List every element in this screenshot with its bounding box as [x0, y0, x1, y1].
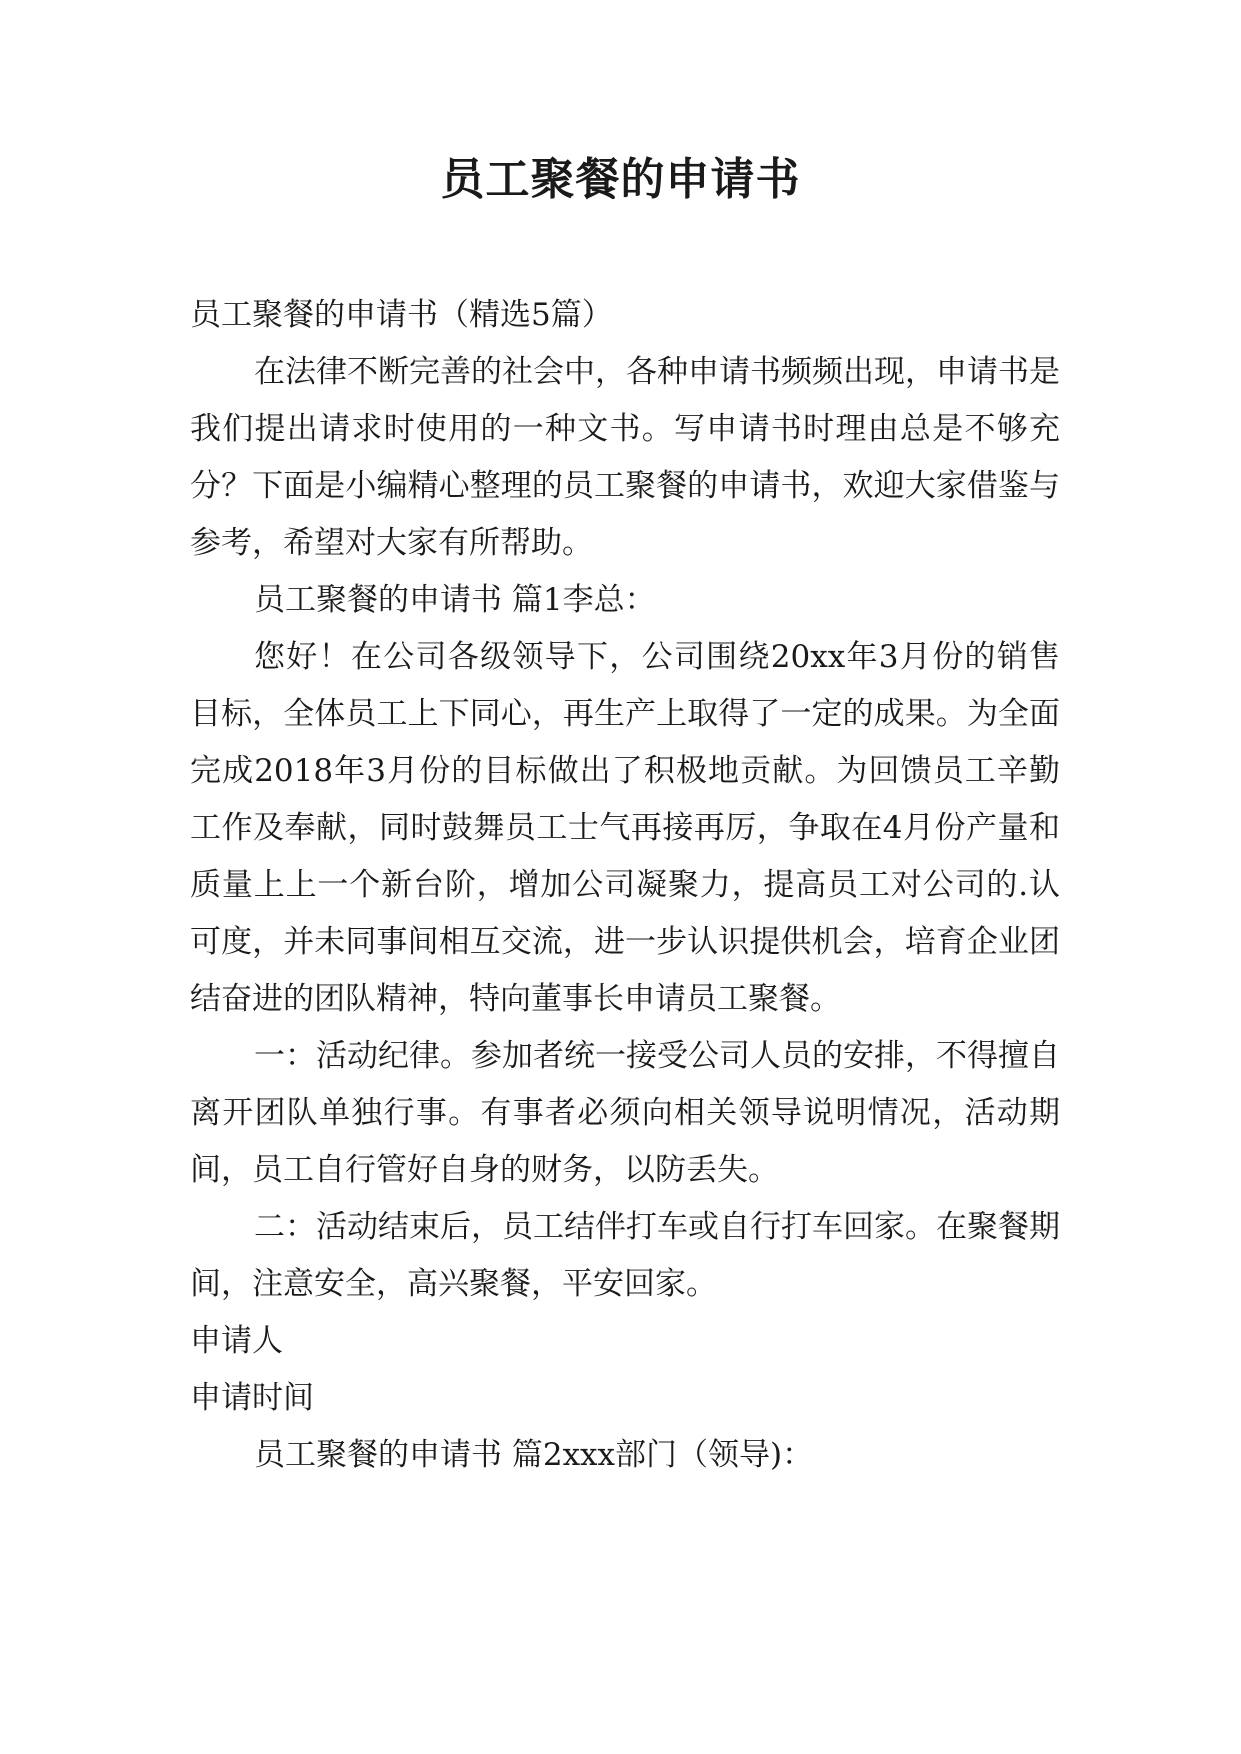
paragraph-rule-2: 二：活动结束后，员工结伴打车或自行打车回家。在聚餐期间，注意安全，高兴聚餐，平安回家。 — [190, 1209, 1060, 1302]
paragraph-rule-1: 一：活动纪律。参加者统一接受公司人员的安排，不得擅自离开团队单独行事。有事者必须向相关领导说明情况，活动期间，员工自行管好自身的财务，以防丢失。 — [190, 1038, 1060, 1188]
applicant-label: 申请人 — [190, 1323, 283, 1359]
paragraph-section-1-heading: 员工聚餐的申请书 篇1李总： — [254, 582, 656, 618]
application-date-label: 申请时间 — [190, 1380, 314, 1416]
document-title: 员工聚餐的申请书 — [440, 154, 801, 205]
paragraph-section-1-body: 您好！在公司各级领导下，公司围绕20xx年3月份的销售目标，全体员工上下同心，再生产上取得了一定的成果。为全面完成2018年3月份的目标做出了积极地贡献。为回馈员工辛勤工作及奉献，同时鼓舞员工士气再接再厉，争取在4月份产量和质量上上一个新台阶，增加公司凝聚力，提高员工对公司的.认可度，并未同事间相互交流，进一步认识提供机会，培育企业团结奋进的团队精神，特向董事长申请员工聚餐。 — [190, 639, 1060, 1017]
paragraph-intro: 在法律不断完善的社会中，各种申请书频频出现，申请书是我们提出请求时使用的一种文书。写申请书时理由总是不够充分？下面是小编精心整理的员工聚餐的申请书，欢迎大家借鉴与参考，希望对大家有所帮助。 — [190, 354, 1060, 561]
paragraph-section-2-heading: 员工聚餐的申请书 篇2xxx部门（领导)： — [254, 1437, 814, 1473]
paragraph-subtitle: 员工聚餐的申请书（精选5篇） — [190, 297, 613, 333]
document-body — [190, 287, 1060, 1484]
